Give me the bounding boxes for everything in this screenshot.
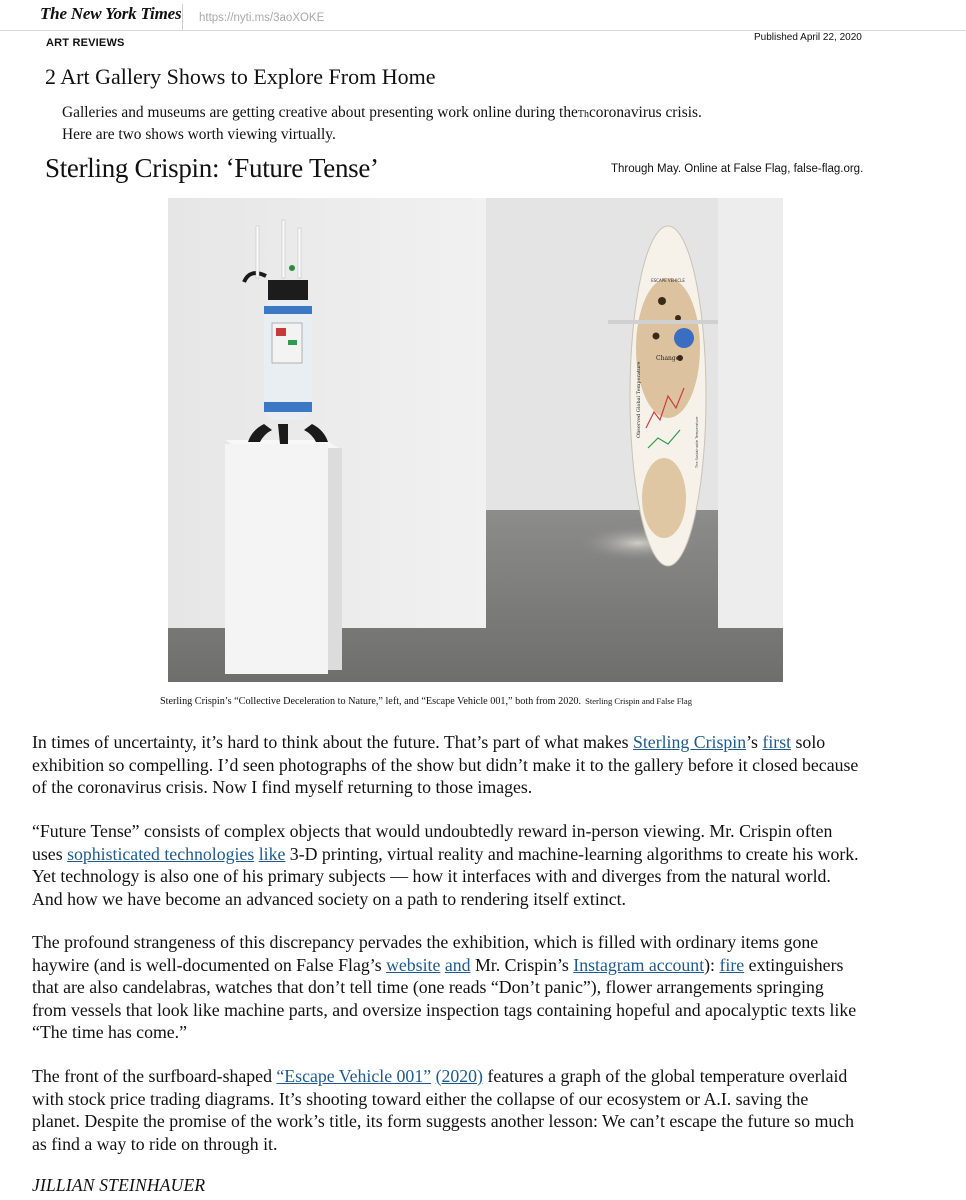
dek-stray-text: Th <box>577 109 589 120</box>
short-url-link[interactable]: https://nyti.ms/3aoXOKE <box>199 12 325 24</box>
link-and[interactable]: and <box>444 954 471 975</box>
link-sophisticated-technologies[interactable]: sophisticated technologies <box>67 843 255 864</box>
photo-caption <box>160 696 692 707</box>
surfboard-vertical-right: The Sustainable Temperature <box>695 416 699 468</box>
link-escape-vehicle[interactable]: “Escape Vehicle 001” <box>276 1066 432 1086</box>
paragraph-3: The profound strangeness of this discrepancy pervades the exhibition, which is filled with ordinary items gone haywire (and is well-documented on False Flag’s website and Mr. Crispin’s Instagram account): fire extinguishers that are also candelabras, watches that don’t tell time (one reads “Don’t panic”), flower arrangements springing from vessels that look like machine parts, and oversize inspection tags containing hopeful and apocalyptic texts like “The time has come.” <box>32 932 857 1042</box>
link-like[interactable]: like <box>258 843 286 864</box>
show-info: Through May. Online at False Flag, false-flag.org. <box>611 163 864 175</box>
masthead-divider <box>182 4 183 30</box>
section-label[interactable]: ART REVIEWS <box>46 37 125 49</box>
dek-line-1: Galleries and museums are getting creative about presenting work online during theThcoronavirus crisis. <box>62 104 702 121</box>
surfboard-top-text: ESCAPE VEHICLE <box>651 278 685 283</box>
link-website[interactable]: website <box>386 954 441 975</box>
gallery-photo <box>168 198 783 682</box>
show-title: Sterling Crispin: ‘Future Tense’ <box>45 153 379 183</box>
paragraph-1: In times of uncertainty, it’s hard to think about the future. That’s part of what makes Sterling Crispin’s first solo exhibition so compelling. I’d seen photographs of the show but didn’t make it to the gallery before it closed because of the coronavirus crisis. Now I find myself returning to those images. <box>32 732 859 797</box>
photo-credit: Sterling Crispin and False Flag <box>585 696 693 706</box>
link-sterling-crispin[interactable]: Sterling Crispin <box>632 732 747 752</box>
surfboard-vertical-left: Observed Global Temperature <box>636 361 642 438</box>
photo-right-wall <box>718 198 783 628</box>
dek-line-2: Here are two shows worth viewing virtually. <box>62 126 336 143</box>
paragraph-4: The front of the surfboard-shaped “Escape Vehicle 001” (2020) features a graph of the global temperature overlaid with stock price trading diagrams. It’s shooting toward either the collapse of our ecosystem or A.I. saving the planet. Despite the promise of the work’s title, its form suggests another lesson: We can’t escape the future so much as find a way to ride on through it. <box>32 1066 855 1154</box>
link-fire[interactable]: fire <box>719 954 745 975</box>
surfboard-word: Change <box>656 355 680 362</box>
paragraph-2: “Future Tense” consists of complex objects that would undoubtedly reward in-person viewing. Mr. Crispin often uses sophisticated technologies like 3-D printing, virtual reality and machine-learning algorithms to create his work. Yet technology is also one of his primary subjects — how it interfaces with and diverges from the natural world. And how we have become an advanced society on a path to rendering itself extinct. <box>32 821 859 909</box>
published-date: Published April 22, 2020 <box>754 32 862 43</box>
link-first[interactable]: first <box>762 732 792 752</box>
pedestal-side <box>328 448 342 670</box>
article-dek <box>62 103 782 145</box>
nyt-logo[interactable]: The New York Times <box>40 4 182 23</box>
article-headline: 2 Art Gallery Shows to Explore From Home <box>45 64 436 89</box>
caption-text: Sterling Crispin’s “Collective Deceleration to Nature,” left, and “Escape Vehicle 001,” both from 2020. <box>160 696 582 707</box>
link-instagram-account[interactable]: Instagram account <box>573 954 705 975</box>
pedestal-front <box>225 444 328 674</box>
byline: JILLIAN STEINHAUER <box>32 1175 206 1195</box>
link-2020[interactable]: (2020) <box>435 1066 483 1086</box>
